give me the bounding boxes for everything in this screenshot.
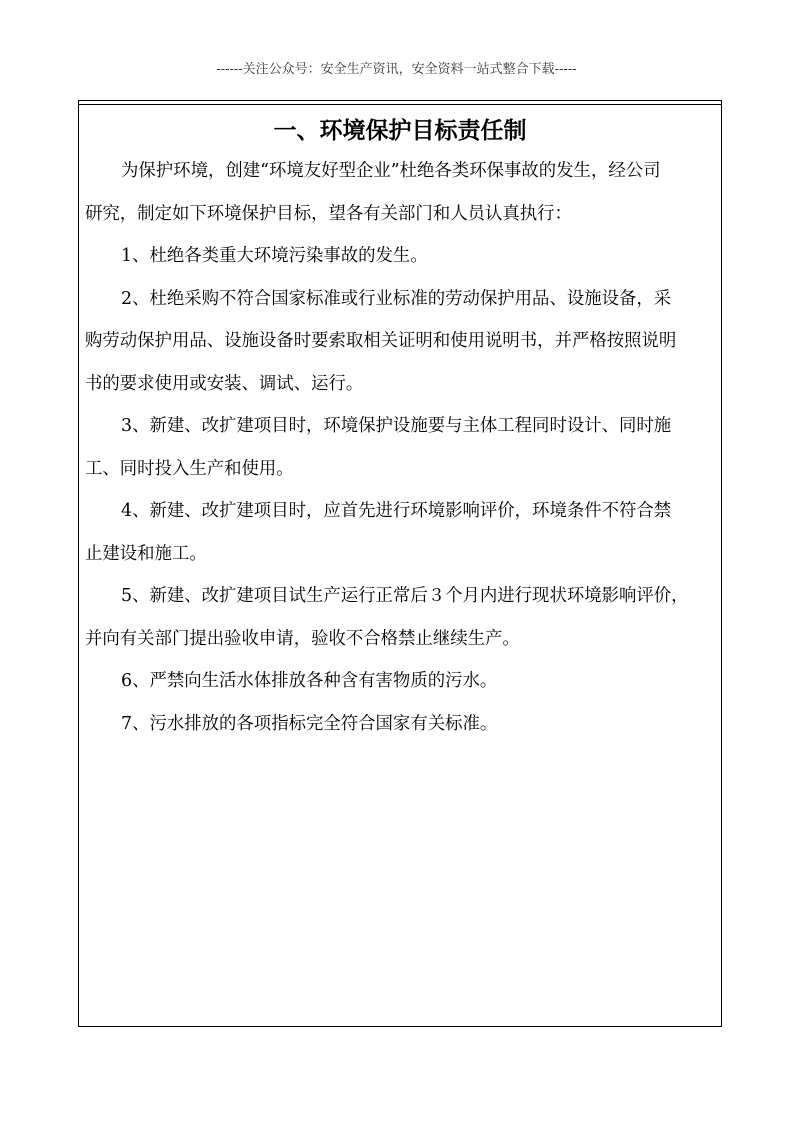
paragraph	[85, 703, 717, 746]
paragraph-line: 3、新建、改扩建项目时，环境保护设施要与主体工程同时设计、同时施	[121, 416, 672, 436]
document-title: 一、环境保护目标责任制	[273, 118, 527, 144]
paragraph	[85, 575, 717, 660]
page-header-note: ------关注公众号：安全生产资讯，安全资料一站式整合下载-----	[216, 62, 577, 77]
paragraph	[85, 278, 717, 406]
paragraph-line: 6、严禁向生活水体排放各种含有害物质的污水。	[121, 671, 498, 691]
paragraph-line: 1、杜绝各类重大环境污染事故的发生。	[121, 246, 428, 266]
paragraph	[85, 150, 717, 235]
paragraph-line: 4、新建、改扩建项目时，应首先进行环境影响评价，环境条件不符合禁	[121, 501, 672, 521]
paragraph-line: 购劳动保护用品、设施设备时要索取相关证明和使用说明书，并严格按照说明	[85, 331, 677, 351]
paragraph-line: 并向有关部门提出验收申请，验收不合格禁止继续生产。	[85, 628, 520, 649]
paragraph-line: 研究，制定如下环境保护目标，望各有关部门和人员认真执行：	[85, 203, 572, 224]
paragraph	[85, 490, 717, 575]
paragraph-line: 止建设和施工。	[85, 543, 207, 564]
paragraph	[85, 235, 717, 278]
document-frame	[78, 100, 722, 1027]
paragraph-line: 书的要求使用或安装、调试、运行。	[85, 373, 364, 394]
paragraph-line: 2、杜绝采购不符合国家标准或行业标准的劳动保护用品、设施设备，采	[121, 288, 672, 309]
paragraph-line: 5、新建、改扩建项目试生产运行正常后３个月内进行现状环境影响评价，	[121, 586, 689, 606]
paragraph	[85, 660, 717, 703]
paragraph-line: 为保护环境，创建“环境友好型企业”杜绝各类环保事故的发生，经公司	[121, 161, 661, 181]
paragraph	[85, 405, 717, 490]
document-body	[85, 150, 717, 745]
paragraph-line: 7、污水排放的各项指标完全符合国家有关标准。	[121, 713, 498, 734]
paragraph-line: 工、同时投入生产和使用。	[85, 458, 294, 479]
